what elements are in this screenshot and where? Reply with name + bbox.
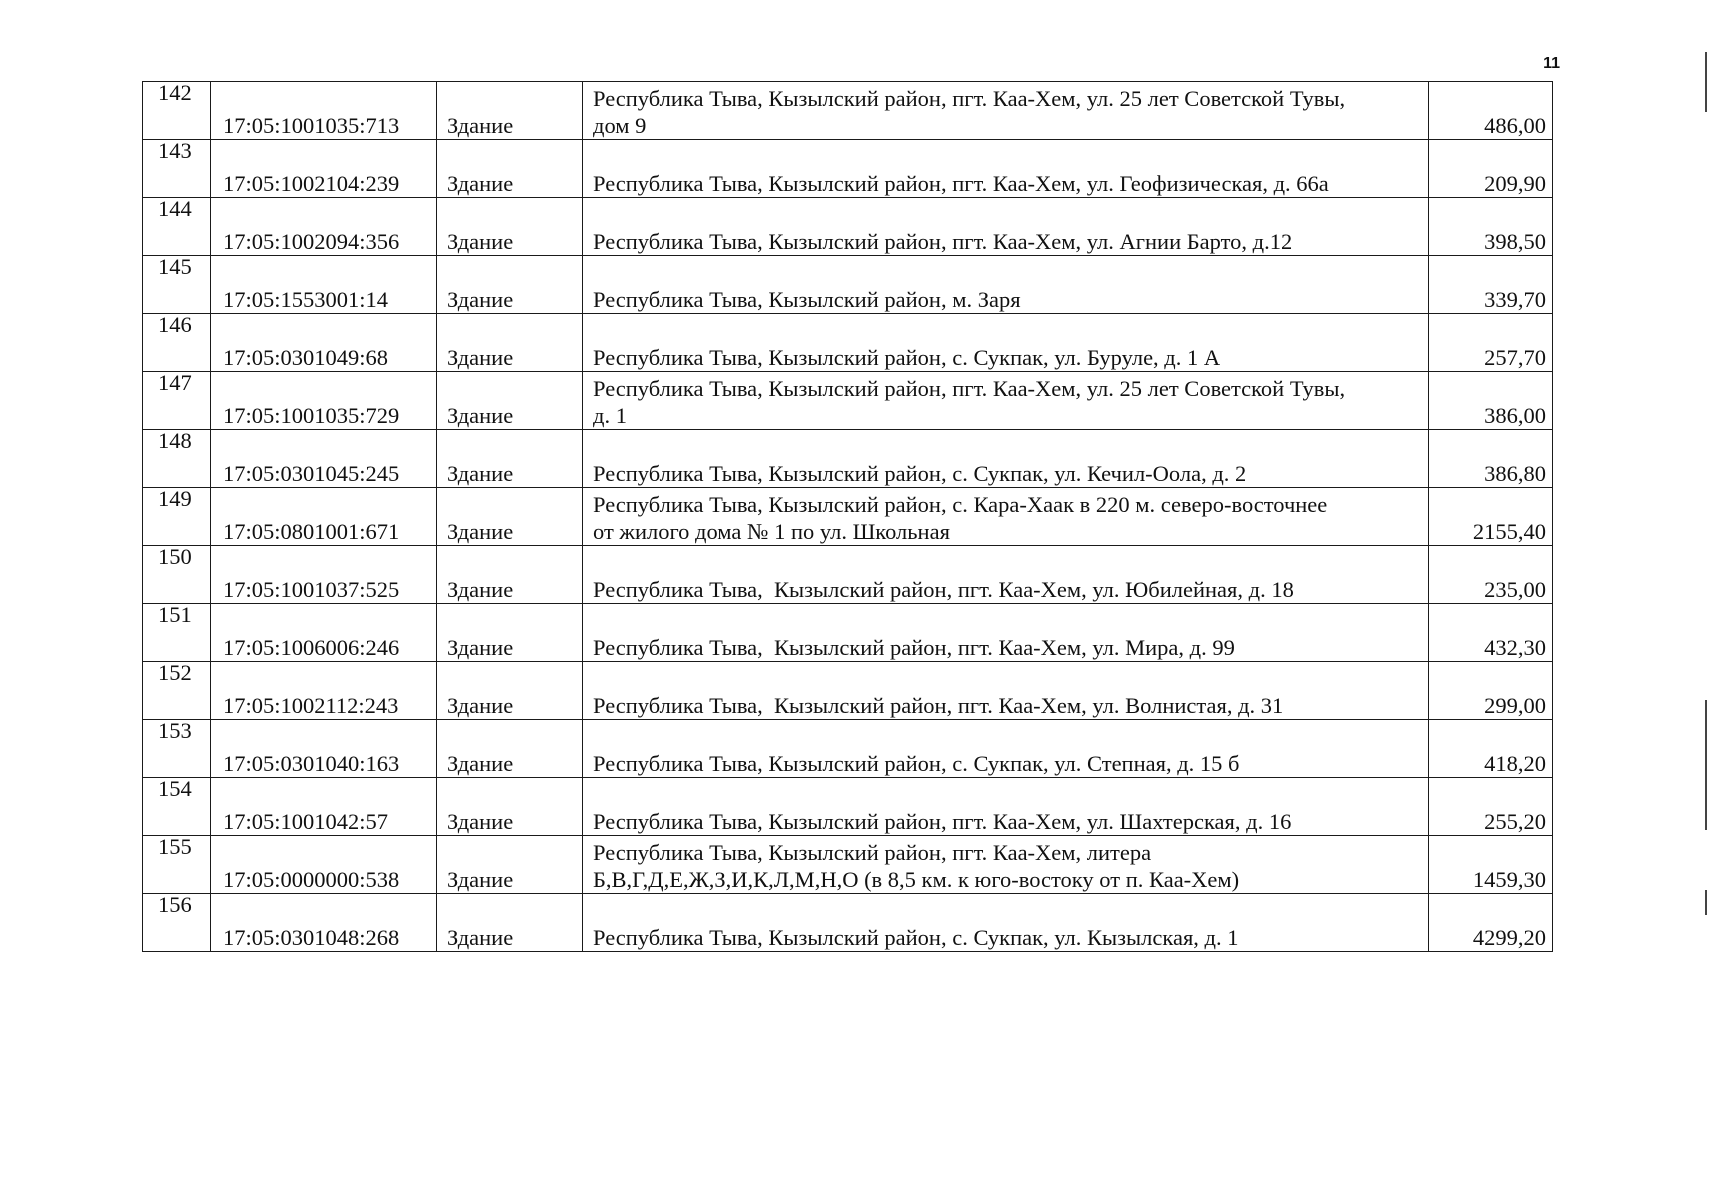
area: 386,00 bbox=[1484, 403, 1546, 428]
table-row bbox=[143, 836, 1553, 894]
object-type-cell bbox=[437, 430, 583, 488]
object-type: Здание bbox=[447, 229, 514, 254]
object-type-cell bbox=[437, 488, 583, 546]
cadastral-number: 17:05:1002094:356 bbox=[223, 229, 400, 254]
row-number: 144 bbox=[158, 196, 192, 221]
object-type-cell bbox=[437, 256, 583, 314]
cadastral-number: 17:05:1001042:57 bbox=[223, 809, 389, 834]
area-cell bbox=[1429, 546, 1553, 604]
page-number: 11 bbox=[1543, 55, 1560, 72]
area: 209,90 bbox=[1484, 171, 1546, 196]
object-type: Здание bbox=[447, 867, 514, 892]
table-row bbox=[143, 778, 1553, 836]
object-type-cell bbox=[437, 198, 583, 256]
object-type: Здание bbox=[447, 345, 514, 370]
row-number: 148 bbox=[158, 428, 192, 453]
cadastral-number-cell bbox=[211, 778, 437, 836]
object-type-cell bbox=[437, 894, 583, 952]
address: Республика Тыва, Кызылский район, с. Сукпак, ул. Буруле, д. 1 А bbox=[593, 345, 1221, 370]
row-number: 145 bbox=[158, 254, 192, 279]
cadastral-number: 17:05:0301040:163 bbox=[223, 751, 400, 776]
row-number-cell bbox=[143, 778, 211, 836]
cadastral-number-cell bbox=[211, 546, 437, 604]
row-number-cell bbox=[143, 430, 211, 488]
row-number: 152 bbox=[158, 660, 192, 685]
object-type: Здание bbox=[447, 577, 514, 602]
address: Республика Тыва, Кызылский район, пгт. Каа-Хем, ул. Агнии Барто, д.12 bbox=[593, 229, 1293, 254]
address-cell bbox=[583, 662, 1429, 720]
object-type-cell bbox=[437, 546, 583, 604]
row-number-cell bbox=[143, 894, 211, 952]
address: Республика Тыва, Кызылский район, м. Заря bbox=[593, 287, 1021, 312]
address: Республика Тыва, Кызылский район, с. Сукпак, ул. Степная, д. 15 б bbox=[593, 751, 1240, 776]
row-number: 155 bbox=[158, 834, 192, 859]
row-number: 147 bbox=[158, 370, 192, 395]
object-type-cell bbox=[437, 778, 583, 836]
row-number: 150 bbox=[158, 544, 192, 569]
cadastral-number: 17:05:0301045:245 bbox=[223, 461, 400, 486]
object-type-cell bbox=[437, 604, 583, 662]
area-cell bbox=[1429, 256, 1553, 314]
row-number: 156 bbox=[158, 892, 192, 917]
address: Республика Тыва, Кызылский район, с. Кара-Хаак в 220 м. северо-восточнее от жилого дома № 1 по ул. Школьная bbox=[593, 492, 1328, 544]
object-type: Здание bbox=[447, 287, 514, 312]
scan-edge-mark bbox=[1705, 700, 1707, 830]
row-number-cell bbox=[143, 604, 211, 662]
cadastral-number-cell bbox=[211, 836, 437, 894]
row-number-cell bbox=[143, 488, 211, 546]
cadastral-number-cell bbox=[211, 430, 437, 488]
object-type: Здание bbox=[447, 403, 514, 428]
address: Республика Тыва, Кызылский район, с. Сукпак, ул. Кызылская, д. 1 bbox=[593, 925, 1239, 950]
address: Республика Тыва, Кызылский район, пгт. Каа-Хем, ул. Юбилейная, д. 18 bbox=[593, 577, 1294, 602]
table-row bbox=[143, 662, 1553, 720]
table-row bbox=[143, 894, 1553, 952]
address-cell bbox=[583, 488, 1429, 546]
cadastral-number-cell bbox=[211, 720, 437, 778]
object-type: Здание bbox=[447, 925, 514, 950]
area: 2155,40 bbox=[1472, 519, 1546, 544]
area-cell bbox=[1429, 314, 1553, 372]
object-type: Здание bbox=[447, 519, 514, 544]
address: Республика Тыва, Кызылский район, пгт. Каа-Хем, ул. Волнистая, д. 31 bbox=[593, 693, 1284, 718]
object-type: Здание bbox=[447, 751, 514, 776]
table-row bbox=[143, 604, 1553, 662]
registry-table-body bbox=[143, 82, 1553, 952]
area: 1459,30 bbox=[1472, 867, 1546, 892]
table-row bbox=[143, 314, 1553, 372]
address: Республика Тыва, Кызылский район, пгт. Каа-Хем, ул. 25 лет Советской Тувы, дом 9 bbox=[593, 86, 1346, 138]
object-type-cell bbox=[437, 662, 583, 720]
table-row bbox=[143, 430, 1553, 488]
row-number: 142 bbox=[158, 80, 192, 105]
cadastral-number: 17:05:0301049:68 bbox=[223, 345, 389, 370]
row-number: 143 bbox=[158, 138, 192, 163]
address-cell bbox=[583, 604, 1429, 662]
object-type: Здание bbox=[447, 461, 514, 486]
area-cell bbox=[1429, 430, 1553, 488]
row-number-cell bbox=[143, 836, 211, 894]
object-type-cell bbox=[437, 82, 583, 140]
row-number-cell bbox=[143, 720, 211, 778]
row-number-cell bbox=[143, 198, 211, 256]
area: 4299,20 bbox=[1472, 925, 1546, 950]
address-cell bbox=[583, 372, 1429, 430]
table-row bbox=[143, 140, 1553, 198]
area: 486,00 bbox=[1484, 113, 1546, 138]
scan-edge-mark bbox=[1705, 52, 1707, 112]
area-cell bbox=[1429, 372, 1553, 430]
cadastral-number: 17:05:1553001:14 bbox=[223, 287, 389, 312]
address-cell bbox=[583, 720, 1429, 778]
address-cell bbox=[583, 894, 1429, 952]
area-cell bbox=[1429, 82, 1553, 140]
area-cell bbox=[1429, 198, 1553, 256]
cadastral-number: 17:05:1006006:246 bbox=[223, 635, 400, 660]
cadastral-number: 17:05:1001035:729 bbox=[223, 403, 400, 428]
registry-table bbox=[142, 81, 1553, 952]
cadastral-number-cell bbox=[211, 140, 437, 198]
area: 257,70 bbox=[1484, 345, 1546, 370]
address-cell bbox=[583, 82, 1429, 140]
address-cell bbox=[583, 836, 1429, 894]
object-type-cell bbox=[437, 314, 583, 372]
object-type: Здание bbox=[447, 693, 514, 718]
row-number: 154 bbox=[158, 776, 192, 801]
address-cell bbox=[583, 140, 1429, 198]
address-cell bbox=[583, 314, 1429, 372]
cadastral-number: 17:05:0301048:268 bbox=[223, 925, 400, 950]
object-type-cell bbox=[437, 372, 583, 430]
table-row bbox=[143, 372, 1553, 430]
table-row bbox=[143, 198, 1553, 256]
object-type: Здание bbox=[447, 113, 514, 138]
object-type-cell bbox=[437, 140, 583, 198]
address-cell bbox=[583, 778, 1429, 836]
cadastral-number-cell bbox=[211, 894, 437, 952]
cadastral-number-cell bbox=[211, 604, 437, 662]
table-row bbox=[143, 488, 1553, 546]
cadastral-number: 17:05:1001035:713 bbox=[223, 113, 400, 138]
row-number-cell bbox=[143, 256, 211, 314]
area-cell bbox=[1429, 140, 1553, 198]
scan-edge-mark bbox=[1705, 890, 1707, 915]
cadastral-number-cell bbox=[211, 662, 437, 720]
address: Республика Тыва, Кызылский район, пгт. Каа-Хем, ул. Геофизическая, д. 66а bbox=[593, 171, 1329, 196]
address-cell bbox=[583, 256, 1429, 314]
area-cell bbox=[1429, 894, 1553, 952]
area-cell bbox=[1429, 836, 1553, 894]
cadastral-number-cell bbox=[211, 82, 437, 140]
row-number: 153 bbox=[158, 718, 192, 743]
address-cell bbox=[583, 546, 1429, 604]
address: Республика Тыва, Кызылский район, пгт. Каа-Хем, ул. 25 лет Советской Тувы, д. 1 bbox=[593, 376, 1346, 428]
row-number: 146 bbox=[158, 312, 192, 337]
row-number-cell bbox=[143, 662, 211, 720]
area: 386,80 bbox=[1484, 461, 1546, 486]
area: 299,00 bbox=[1484, 693, 1546, 718]
row-number: 151 bbox=[158, 602, 192, 627]
row-number: 149 bbox=[158, 486, 192, 511]
cadastral-number-cell bbox=[211, 488, 437, 546]
row-number-cell bbox=[143, 82, 211, 140]
row-number-cell bbox=[143, 140, 211, 198]
cadastral-number: 17:05:1002112:243 bbox=[223, 693, 399, 718]
row-number-cell bbox=[143, 546, 211, 604]
object-type: Здание bbox=[447, 809, 514, 834]
cadastral-number: 17:05:0801001:671 bbox=[223, 519, 400, 544]
area: 255,20 bbox=[1484, 809, 1546, 834]
object-type: Здание bbox=[447, 635, 514, 660]
area: 339,70 bbox=[1484, 287, 1546, 312]
address-cell bbox=[583, 198, 1429, 256]
address: Республика Тыва, Кызылский район, пгт. Каа-Хем, ул. Мира, д. 99 bbox=[593, 635, 1235, 660]
area-cell bbox=[1429, 488, 1553, 546]
row-number-cell bbox=[143, 372, 211, 430]
cadastral-number: 17:05:0000000:538 bbox=[223, 867, 400, 892]
area-cell bbox=[1429, 778, 1553, 836]
table-row bbox=[143, 256, 1553, 314]
cadastral-number: 17:05:1001037:525 bbox=[223, 577, 400, 602]
area-cell bbox=[1429, 604, 1553, 662]
cadastral-number: 17:05:1002104:239 bbox=[223, 171, 400, 196]
object-type-cell bbox=[437, 836, 583, 894]
area: 398,50 bbox=[1484, 229, 1546, 254]
cadastral-number-cell bbox=[211, 314, 437, 372]
address: Республика Тыва, Кызылский район, пгт. Каа-Хем, литера Б,В,Г,Д,Е,Ж,З,И,К,Л,М,Н,О (в 8,5 км. к юго-востоку от п. Каа-Хем) bbox=[593, 840, 1240, 892]
table-row bbox=[143, 546, 1553, 604]
table-row bbox=[143, 720, 1553, 778]
registry-table-container bbox=[142, 81, 1552, 952]
row-number-cell bbox=[143, 314, 211, 372]
cadastral-number-cell bbox=[211, 372, 437, 430]
area-cell bbox=[1429, 662, 1553, 720]
address: Республика Тыва, Кызылский район, с. Сукпак, ул. Кечил-Оола, д. 2 bbox=[593, 461, 1247, 486]
area: 418,20 bbox=[1484, 751, 1546, 776]
address: Республика Тыва, Кызылский район, пгт. Каа-Хем, ул. Шахтерская, д. 16 bbox=[593, 809, 1292, 834]
area: 235,00 bbox=[1484, 577, 1546, 602]
table-row bbox=[143, 82, 1553, 140]
area: 432,30 bbox=[1484, 635, 1546, 660]
object-type: Здание bbox=[447, 171, 514, 196]
address-cell bbox=[583, 430, 1429, 488]
cadastral-number-cell bbox=[211, 256, 437, 314]
cadastral-number-cell bbox=[211, 198, 437, 256]
object-type-cell bbox=[437, 720, 583, 778]
area-cell bbox=[1429, 720, 1553, 778]
